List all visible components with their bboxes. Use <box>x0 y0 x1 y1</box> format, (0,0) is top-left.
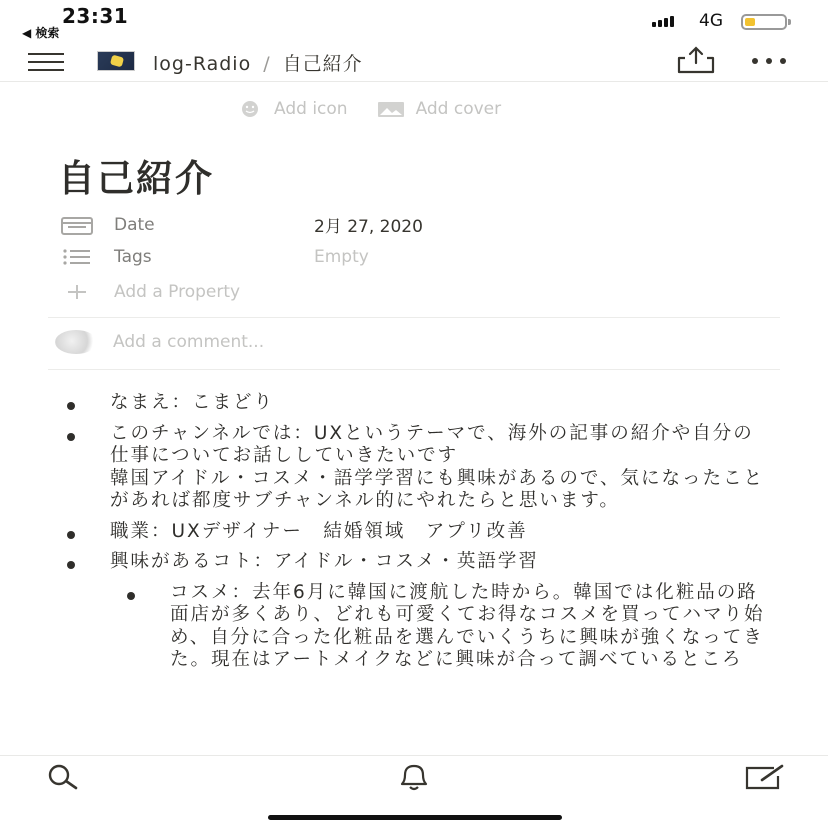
breadcrumb-page[interactable]: 自己紹介 <box>282 53 363 75</box>
more-icon[interactable] <box>752 58 786 64</box>
workspace-thumbnail[interactable] <box>97 51 135 71</box>
property-date[interactable] <box>60 212 423 237</box>
share-icon[interactable] <box>677 46 715 78</box>
bullet-text: なまえ：こまどり <box>110 392 275 413</box>
bullet-paragraph: 韓国アイドル・コスメ・語学学習にも興味があるので、気になったことがあれば都度サブチャンネル的にやれたらと思います。 <box>110 467 764 511</box>
bullet-item[interactable] <box>62 423 782 513</box>
battery-icon <box>741 14 787 30</box>
add-cover-button[interactable] <box>376 99 502 119</box>
sub-bullet-item[interactable] <box>122 582 782 672</box>
signal-icon <box>652 16 674 27</box>
avatar <box>55 330 97 354</box>
bullet-dot <box>127 592 135 600</box>
page-add-bar <box>236 99 501 119</box>
property-value[interactable]: Empty <box>314 247 369 267</box>
bullet-item[interactable] <box>62 521 782 544</box>
property-name: Date <box>114 214 155 235</box>
bullet-item[interactable] <box>62 392 782 415</box>
bullet-text <box>110 423 770 513</box>
smile-icon <box>236 99 264 119</box>
bullet-dot <box>67 402 75 410</box>
compose-icon[interactable] <box>744 764 786 794</box>
property-tags[interactable] <box>60 247 369 267</box>
bullet-paragraph: このチャンネルでは：UXというテーマで、海外の記事の紹介や自分の仕事についてお話ししていきたいです <box>110 422 754 466</box>
add-cover-label: Add cover <box>415 99 502 119</box>
property-value[interactable]: 2月 27, 2020 <box>314 217 423 237</box>
bullet-text: 職業：UXデザイナー 結婚領域 アプリ改善 <box>110 520 528 542</box>
add-property-button[interactable] <box>60 282 240 302</box>
breadcrumb <box>153 49 363 76</box>
status-time: 23:31 <box>62 4 129 28</box>
calendar-icon <box>61 215 93 235</box>
comment-input[interactable] <box>55 330 264 354</box>
bullet-text: 興味があるコト：アイドル・コスメ・英語学習 <box>110 551 539 572</box>
image-icon <box>376 99 406 119</box>
add-property-label: Add a Property <box>114 282 241 302</box>
network-label: 4G <box>699 11 723 31</box>
comment-placeholder: Add a comment... <box>113 332 265 352</box>
list-icon <box>62 249 92 265</box>
bullet-text: コスメ：去年6月に韓国に渡航した時から。韓国では化粧品の路面店が多くあり、どれも可愛くてお得なコスメを買ってハマり始め、自分に合った化粧品を選んでいくうちに興味が強くなってきた。現在はアートメイクなどに興味が合って調べているところ <box>170 581 765 670</box>
breadcrumb-workspace[interactable]: log-Radio <box>153 53 252 75</box>
add-icon-label: Add icon <box>274 99 348 119</box>
property-name: Tags <box>114 247 152 267</box>
bullet-dot <box>67 531 75 539</box>
add-icon-button[interactable] <box>236 99 348 119</box>
breadcrumb-separator: / <box>263 53 271 75</box>
page-title[interactable]: 自己紹介 <box>58 157 214 200</box>
home-indicator <box>268 815 562 820</box>
divider <box>48 369 780 370</box>
menu-icon[interactable] <box>28 53 64 77</box>
bullet-item[interactable] <box>62 551 782 574</box>
nav-divider <box>0 81 828 82</box>
bullet-dot <box>67 561 75 569</box>
divider <box>48 317 780 318</box>
back-to-search[interactable]: ◀ 検索 <box>22 26 60 40</box>
bullet-dot <box>67 433 75 441</box>
plus-icon <box>64 283 90 301</box>
page-content <box>62 392 782 680</box>
search-icon[interactable] <box>42 764 84 794</box>
bell-icon[interactable] <box>394 762 434 796</box>
